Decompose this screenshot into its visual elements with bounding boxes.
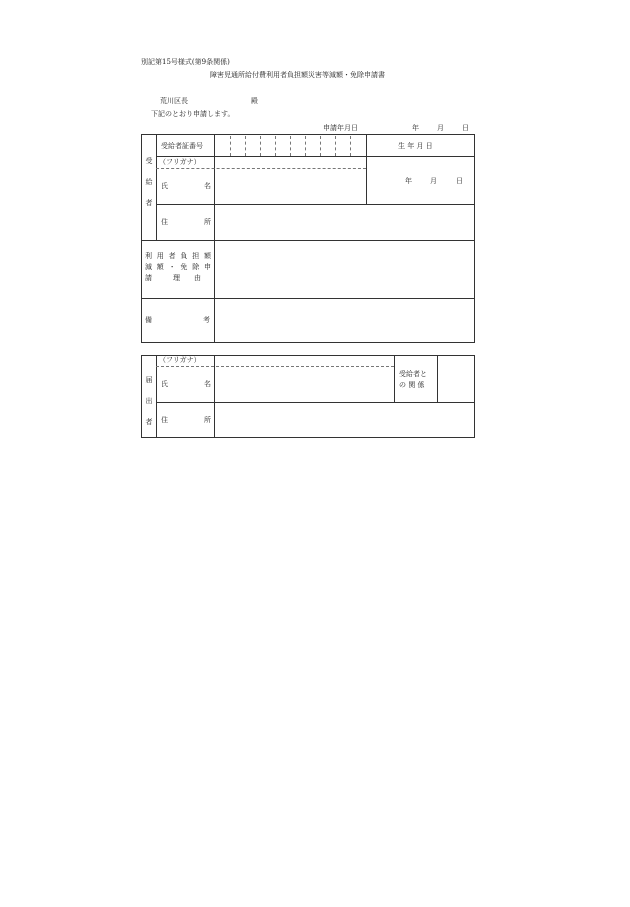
honorific: 殿 <box>251 97 258 105</box>
relationship-input[interactable] <box>438 356 474 402</box>
name-input[interactable] <box>215 169 365 204</box>
name-label: 氏 名 <box>161 182 211 190</box>
address-input[interactable] <box>215 205 474 240</box>
notifier-name-label: 氏 名 <box>161 380 211 388</box>
application-month-label: 月 <box>437 124 444 132</box>
reduction-reason-input[interactable] <box>215 241 474 298</box>
birth-month-label: 月 <box>430 177 437 185</box>
furigana-label: （フリガナ） <box>159 158 201 166</box>
remarks-label: 備 考 <box>145 316 210 324</box>
form-number-label: 別記第15号様式(第9条関係) <box>141 58 230 66</box>
application-day-label: 日 <box>462 124 469 132</box>
birth-day-label: 日 <box>456 177 463 185</box>
reduction-reason-label-line2: 減 額 ・ 免 除 申 <box>145 263 211 271</box>
intro-text: 下記のとおり申請します。 <box>151 110 235 118</box>
birth-date-input[interactable] <box>367 157 474 204</box>
addressee: 荒川区長 <box>160 97 188 105</box>
certificate-number-label: 受給者証番号 <box>161 142 203 150</box>
relationship-label-line2: の 関 係 <box>399 381 425 389</box>
application-year-label: 年 <box>412 124 419 132</box>
notifier-address-input[interactable] <box>215 403 474 437</box>
birth-year-label: 年 <box>405 177 412 185</box>
address-label: 住 所 <box>161 218 211 226</box>
remarks-input[interactable] <box>215 299 474 342</box>
relationship-label-line1: 受給者と <box>399 370 427 378</box>
birth-date-label: 生 年 月 日 <box>398 142 433 150</box>
recipient-group-label: 受 給 者 <box>145 157 153 207</box>
certificate-number-input[interactable] <box>215 135 365 156</box>
notifier-furigana-input[interactable] <box>215 356 393 366</box>
reduction-reason-label-line1: 利 用 者 負 担 額 <box>145 252 211 260</box>
notifier-furigana-label: （フリガナ） <box>159 356 201 364</box>
notifier-name-input[interactable] <box>215 367 393 402</box>
document-title: 障害児通所給付費利用者負担額災害等減額・免除申請書 <box>210 71 385 79</box>
notifier-address-label: 住 所 <box>161 416 211 424</box>
furigana-input[interactable] <box>215 157 365 168</box>
notifier-group-label: 届 出 者 <box>145 376 153 426</box>
application-date-label: 申請年月日 <box>323 124 358 132</box>
reduction-reason-label-line3: 請 理 由 <box>145 274 201 282</box>
